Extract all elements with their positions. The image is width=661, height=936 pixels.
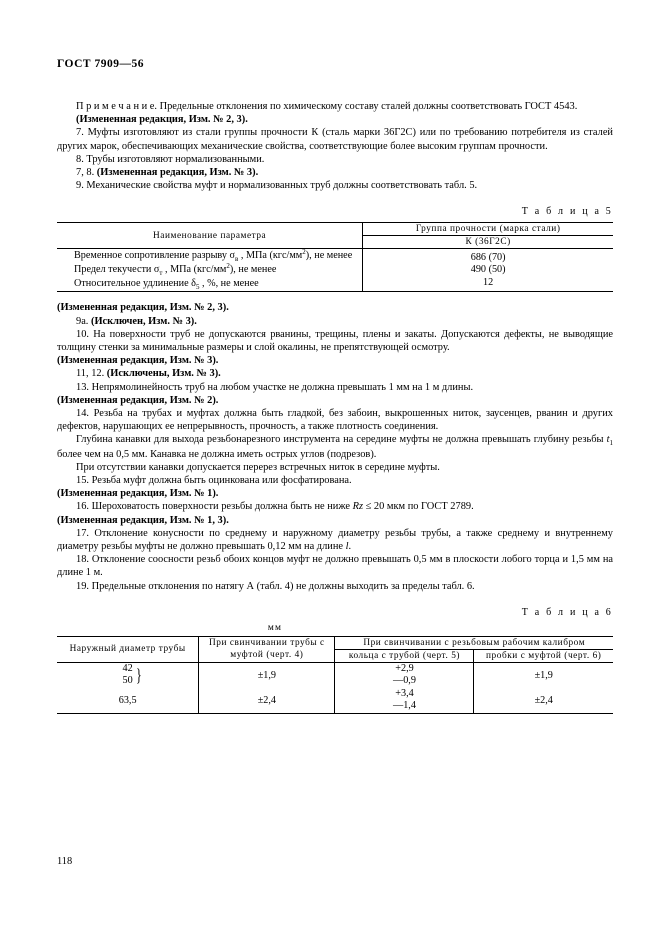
clause-14-groove <box>57 433 613 460</box>
clause-16 <box>57 500 613 513</box>
table6-row1-ring <box>335 688 474 714</box>
clause-14: 14. Резьба на трубах и муфтах должна быть гладкой, без забоин, выкрошенных ниток, заусенцев, рванин и других дефектов, нарушающих ее непрерывность, прочность, а также плотность соединения. <box>57 408 613 433</box>
revision-note-4: (Измененная редакция, Изм. № 3). <box>57 355 219 367</box>
brace-icon: } <box>135 664 142 686</box>
table5-param-1-prefix: Предел текучести σ <box>74 264 160 276</box>
table6-row0-with-coupling: ±1,9 <box>199 662 335 688</box>
standard-number: ГОСТ 7909—56 <box>57 58 144 70</box>
table5-body-row <box>57 249 613 292</box>
revision-note-6: (Измененная редакция, Изм. № 1). <box>57 488 219 500</box>
table5-param-2-mid: , %, не менее <box>199 278 259 290</box>
revision-note-1: (Измененная редакция, Изм. № 2, 3). <box>76 114 248 126</box>
table6-col3-header: кольца с трубой (черт. 5) <box>335 649 474 662</box>
clause-18: 18. Отклонение соосности резьб обоих концов муфт не должно превышать 0,5 мм в плоскости лобого торца и 1,5 мм на длине 1 м. <box>57 554 613 579</box>
clause-17 <box>57 527 613 553</box>
table5-value-1: 490 (50) <box>470 264 506 276</box>
table6-row1-ring-upper: +3,4 <box>395 687 414 699</box>
clause-9a <box>57 315 613 328</box>
table5-param-0-mid: , МПа (кгс/мм <box>238 250 303 262</box>
table-row <box>57 277 362 291</box>
table5-param-0-sup: 2 <box>302 248 306 257</box>
table5-col-group-header: Группа прочности (марка стали) <box>363 223 613 236</box>
table-row <box>57 263 362 277</box>
table6-col2-header: При свинчивании трубы с муфтой (черт. 4) <box>199 636 335 662</box>
table6-row1-ring-lower: —1,4 <box>393 700 416 712</box>
table6-row0-diameter-a: 42 <box>122 663 133 675</box>
revision-note-2-text: (Измененная редакция, Изм. № 3). <box>96 167 259 179</box>
table5-col-param-header: Наименование параметра <box>57 223 363 249</box>
revision-note-3: (Измененная редакция, Изм. № 2, 3). <box>57 302 229 314</box>
table5-param-1-sup: 2 <box>226 262 230 271</box>
clause-9: 9. Механические свойства муфт и нормализованных труб должны соответствовать табл. 5. <box>76 180 478 192</box>
page-content <box>57 58 613 714</box>
clause-14-groove-text-b: более чем на 0,5 мм. Канавка не должна иметь острых углов (подрезов). <box>57 448 377 460</box>
table5-value-2: 12 <box>483 276 494 288</box>
table6-unit-label: мм <box>267 622 283 633</box>
table6 <box>57 636 613 714</box>
clause-11-12-text: (Исключены, Изм. № 3). <box>106 368 221 380</box>
table5-param-0-suffix: ), не менее <box>305 250 353 262</box>
table6-row1-diameter: 63,5 <box>57 688 199 714</box>
table-row <box>57 249 362 263</box>
table5 <box>57 222 613 292</box>
table5-caption: Т а б л и ц а 5 <box>521 206 613 218</box>
table6-row1-plug: ±2,4 <box>474 688 613 714</box>
clause-14-groove-text-a: Глубина канавки для выхода резьбонарезного инструмента на середине муфты не должна превышать глубину резьбы <box>76 434 607 446</box>
clause-10: 10. На поверхности труб не допускаются рванины, трещины, плены и закаты. Допускаются дефекты, не выводящие толщину стенки за минимальные размеры и слой окалины, не препятствующей осмотру. <box>57 328 613 354</box>
table6-group-header: При свинчивании с резьбовым рабочим калибром <box>335 636 613 649</box>
page-number: 118 <box>57 856 73 867</box>
clause-11-12 <box>57 367 613 380</box>
table6-row0-diameter-b: 50 <box>122 675 133 687</box>
diameter-brace-group <box>122 663 142 687</box>
note-paragraph: П р и м е ч а н и е. Предельные отклонения по химическому составу сталей должны соответствовать ГОСТ 4543. <box>76 101 578 112</box>
table5-param-1-suffix: ), не менее <box>229 264 277 276</box>
revision-note-2 <box>57 166 613 179</box>
table5-param-1-mid: , МПа (кгс/мм <box>162 264 227 276</box>
clause-15: 15. Резьба муфт должна быть оцинкована или фосфатирована. <box>76 475 352 487</box>
table6-row0-plug: ±1,9 <box>474 662 613 688</box>
revision-note-2-prefix: 7, 8. <box>76 167 97 179</box>
revision-note-5: (Измененная редакция, Изм. № 2). <box>57 394 219 406</box>
clause-14-variable-t: t <box>606 434 610 446</box>
revision-note-7: (Измененная редакция, Изм. № 1, 3). <box>57 514 229 526</box>
clause-9a-prefix: 9а. <box>76 315 92 327</box>
clause-9a-text: (Исключен, Изм. № 3). <box>91 315 197 327</box>
clause-17-text-b: . <box>348 541 352 553</box>
clause-13: 13. Непрямолинейность труб на любом участке не должна превышать 1 мм на 1 м длины. <box>76 381 474 393</box>
table5-param-2-sub: 5 <box>195 282 200 291</box>
clause-19: 19. Предельные отклонения по натягу А (табл. 4) не должны выходить за пределы табл. 6. <box>76 580 475 592</box>
table-row <box>57 688 613 714</box>
clause-17-text-a: 17. Отклонение конусности по среднему и наружному диаметру резьбы трубы, а также среднему и внутреннему диаметру резьбы муфты не должно превышать 0,12 мм на длине <box>57 527 613 553</box>
table5-header-row-1 <box>57 223 613 236</box>
table6-caption: Т а б л и ц а 6 <box>521 606 613 618</box>
table5-col-group-value: К (36Г2С) <box>363 236 613 249</box>
table6-row0-ring-upper: +2,9 <box>395 662 414 674</box>
table6-row1-with-coupling: ±2,4 <box>199 688 335 714</box>
clause-11-12-prefix: 11, 12. <box>76 368 107 380</box>
clause-14-variable-t-sub: 1 <box>609 438 613 447</box>
table6-header-row-1 <box>57 636 613 649</box>
table5-param-cell <box>57 249 363 292</box>
table5-param-1-sub: т <box>159 268 163 277</box>
table-row <box>57 662 613 688</box>
table6-row0-diameter <box>57 662 199 688</box>
clause-16-variable-rz: Rz <box>352 501 364 513</box>
clause-7: 7. Муфты изготовляют из стали группы прочности К (сталь марки 36Г2С) или по требованию потребителя из сталей других марок, обеспечивающих механические свойства, соответствующие более высоким группам прочности. <box>57 127 613 152</box>
table5-param-0-sub: в <box>235 254 239 263</box>
clause-8: 8. Трубы изготовляют нормализованными. <box>76 153 265 165</box>
table5-param-0-prefix: Временное сопротивление разрыву σ <box>74 250 236 262</box>
clause-16-text-b: ≤ 20 мкм по ГОСТ 2789. <box>363 501 474 513</box>
table6-row0-ring-lower: —0,9 <box>393 675 416 687</box>
table6-col4-header: пробки с муфтой (черт. 6) <box>474 649 613 662</box>
clause-14-nogroove: При отсутствии канавки допускается перерез встречных ниток в середине муфты. <box>76 461 440 473</box>
table6-col1-header: Наружный диаметр трубы <box>57 636 199 662</box>
table5-param-2-prefix: Относительное удлинение δ <box>74 278 196 290</box>
clause-17-variable-l: l <box>345 541 349 553</box>
clause-16-text-a: 16. Шероховатость поверхности резьбы должна быть не ниже <box>76 501 353 513</box>
table6-row0-ring <box>335 662 474 688</box>
table5-value-cell <box>363 249 613 292</box>
table5-value-0: 686 (70) <box>470 251 506 263</box>
